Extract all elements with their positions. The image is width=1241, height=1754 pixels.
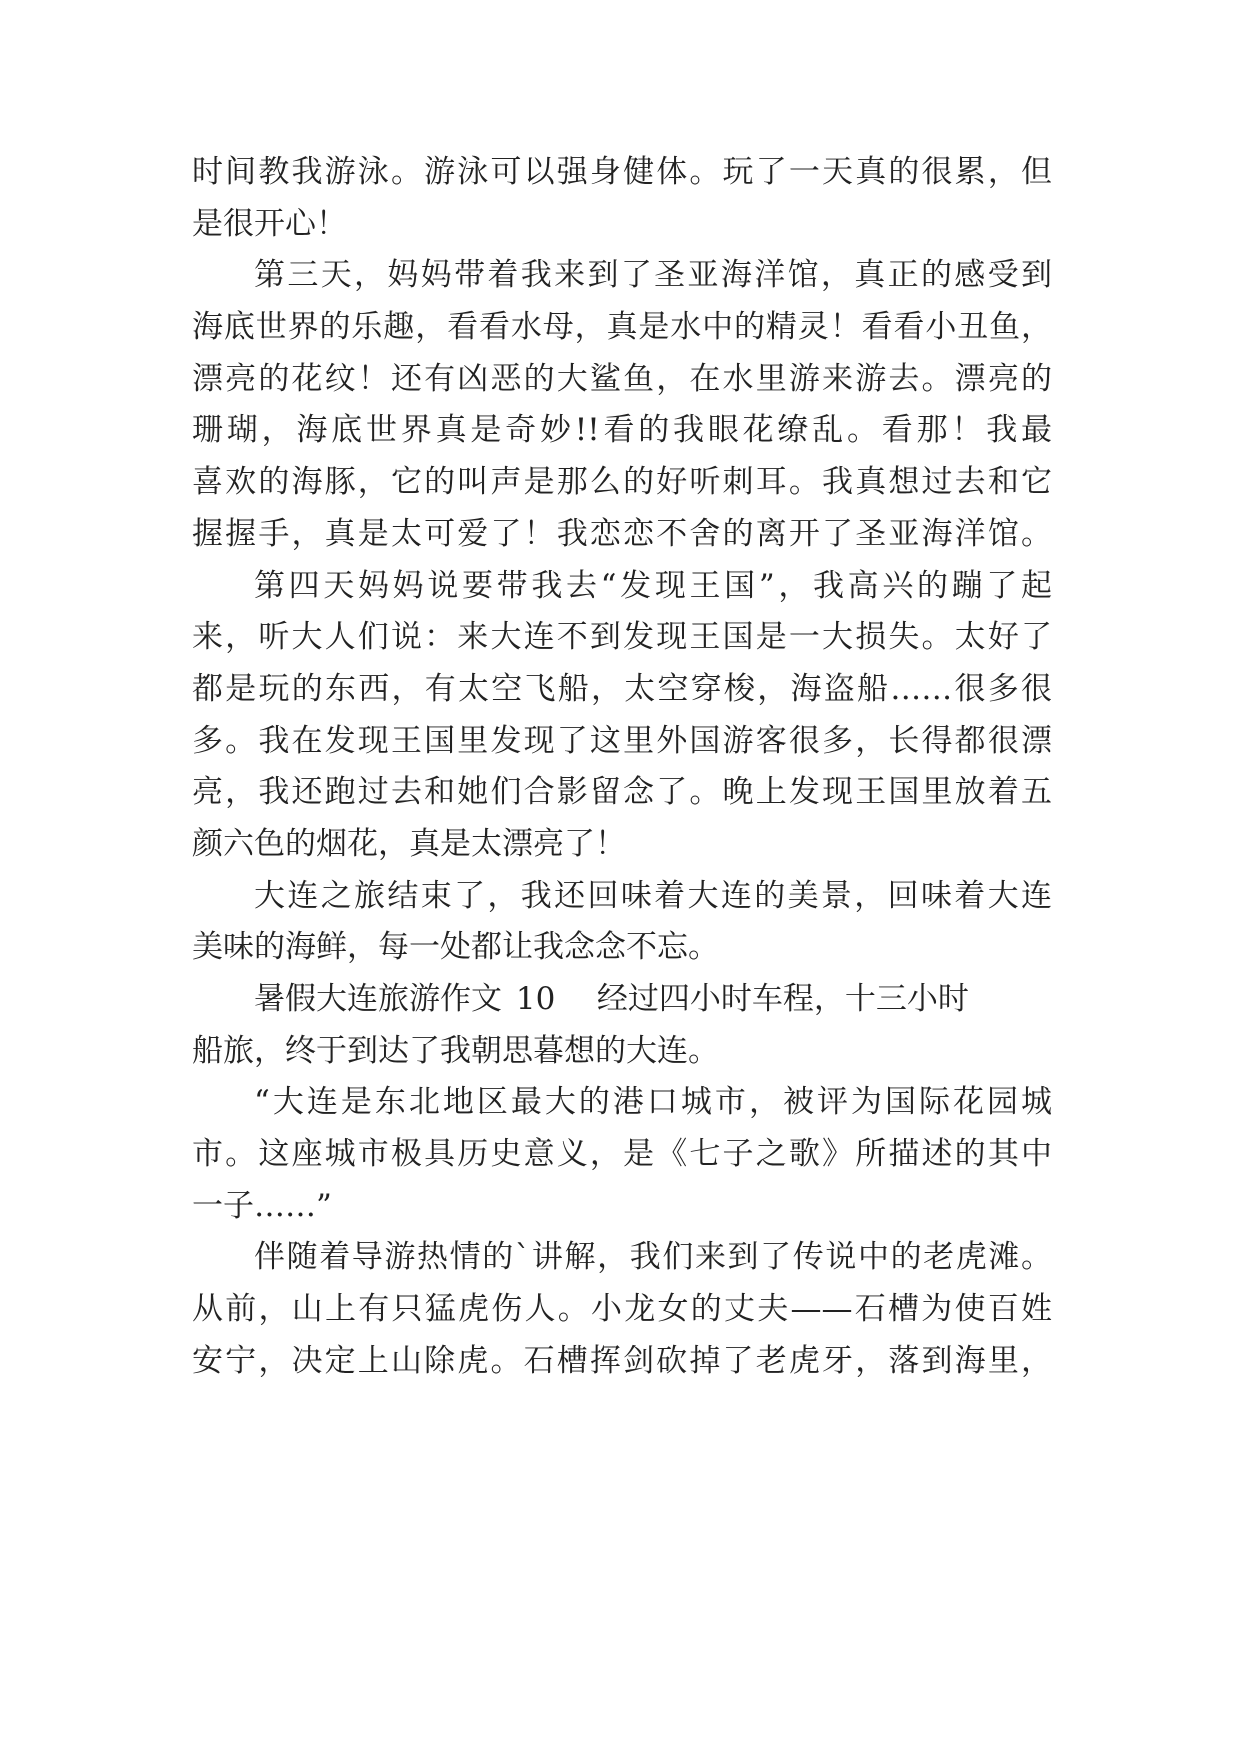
text-line: 颜六色的烟花，真是太漂亮了！ [192,826,626,862]
text-line: 大连之旅结束了，我还回味着大连的美景，回味着大连 [254,878,1052,914]
text-line: 美味的海鲜，每一处都让我念念不忘。 [192,929,719,965]
text-line: 第三天，妈妈带着我来到了圣亚海洋馆，真正的感受到 [254,257,1052,293]
text-line: 时间教我游泳。游泳可以强身健体。玩了一天真的很累，但 [192,154,1052,190]
text-line: 珊瑚，海底世界真是奇妙!!看的我眼花缭乱。看那！我最 [192,412,1052,448]
text-line: 漂亮的花纹！还有凶恶的大鲨鱼，在水里游来游去。漂亮的 [192,361,1052,397]
text-line: 暑假大连旅游作文 10 经过四小时车程，十三小时 [254,981,969,1017]
text-line: 从前，山上有只猛虎伤人。小龙女的丈夫——石槽为使百姓 [192,1291,1052,1327]
text-line: 第四天妈妈说要带我去“发现王国”，我高兴的蹦了起 [254,568,1052,604]
text-line: 伴随着导游热情的`讲解，我们来到了传说中的老虎滩。 [254,1239,1052,1275]
text-line: 船旅，终于到达了我朝思暮想的大连。 [192,1033,719,1069]
text-line: 多。我在发现王国里发现了这里外国游客很多，长得都很漂 [192,723,1052,759]
text-line: 来，听大人们说：来大连不到发现王国是一大损失。太好了 [192,619,1052,655]
text-line: 安宁，决定上山除虎。石槽挥剑砍掉了老虎牙，落到海里， [192,1343,1052,1379]
text-line: 是很开心！ [192,206,347,242]
text-line: 握握手，真是太可爱了！我恋恋不舍的离开了圣亚海洋馆。 [192,516,1052,552]
text-line: 一子……” [192,1188,332,1224]
text-line: “大连是东北地区最大的港口城市，被评为国际花园城 [254,1084,1052,1120]
text-line: 海底世界的乐趣，看看水母，真是水中的精灵！看看小丑鱼， [192,309,1052,345]
text-line: 亮，我还跑过去和她们合影留念了。晚上发现王国里放着五 [192,774,1052,810]
text-line: 喜欢的海豚，它的叫声是那么的好听刺耳。我真想过去和它 [192,464,1052,500]
text-line: 市。这座城市极具历史意义，是《七子之歌》所描述的其中 [192,1136,1052,1172]
text-line: 都是玩的东西，有太空飞船，太空穿梭，海盗船……很多很 [192,671,1052,707]
